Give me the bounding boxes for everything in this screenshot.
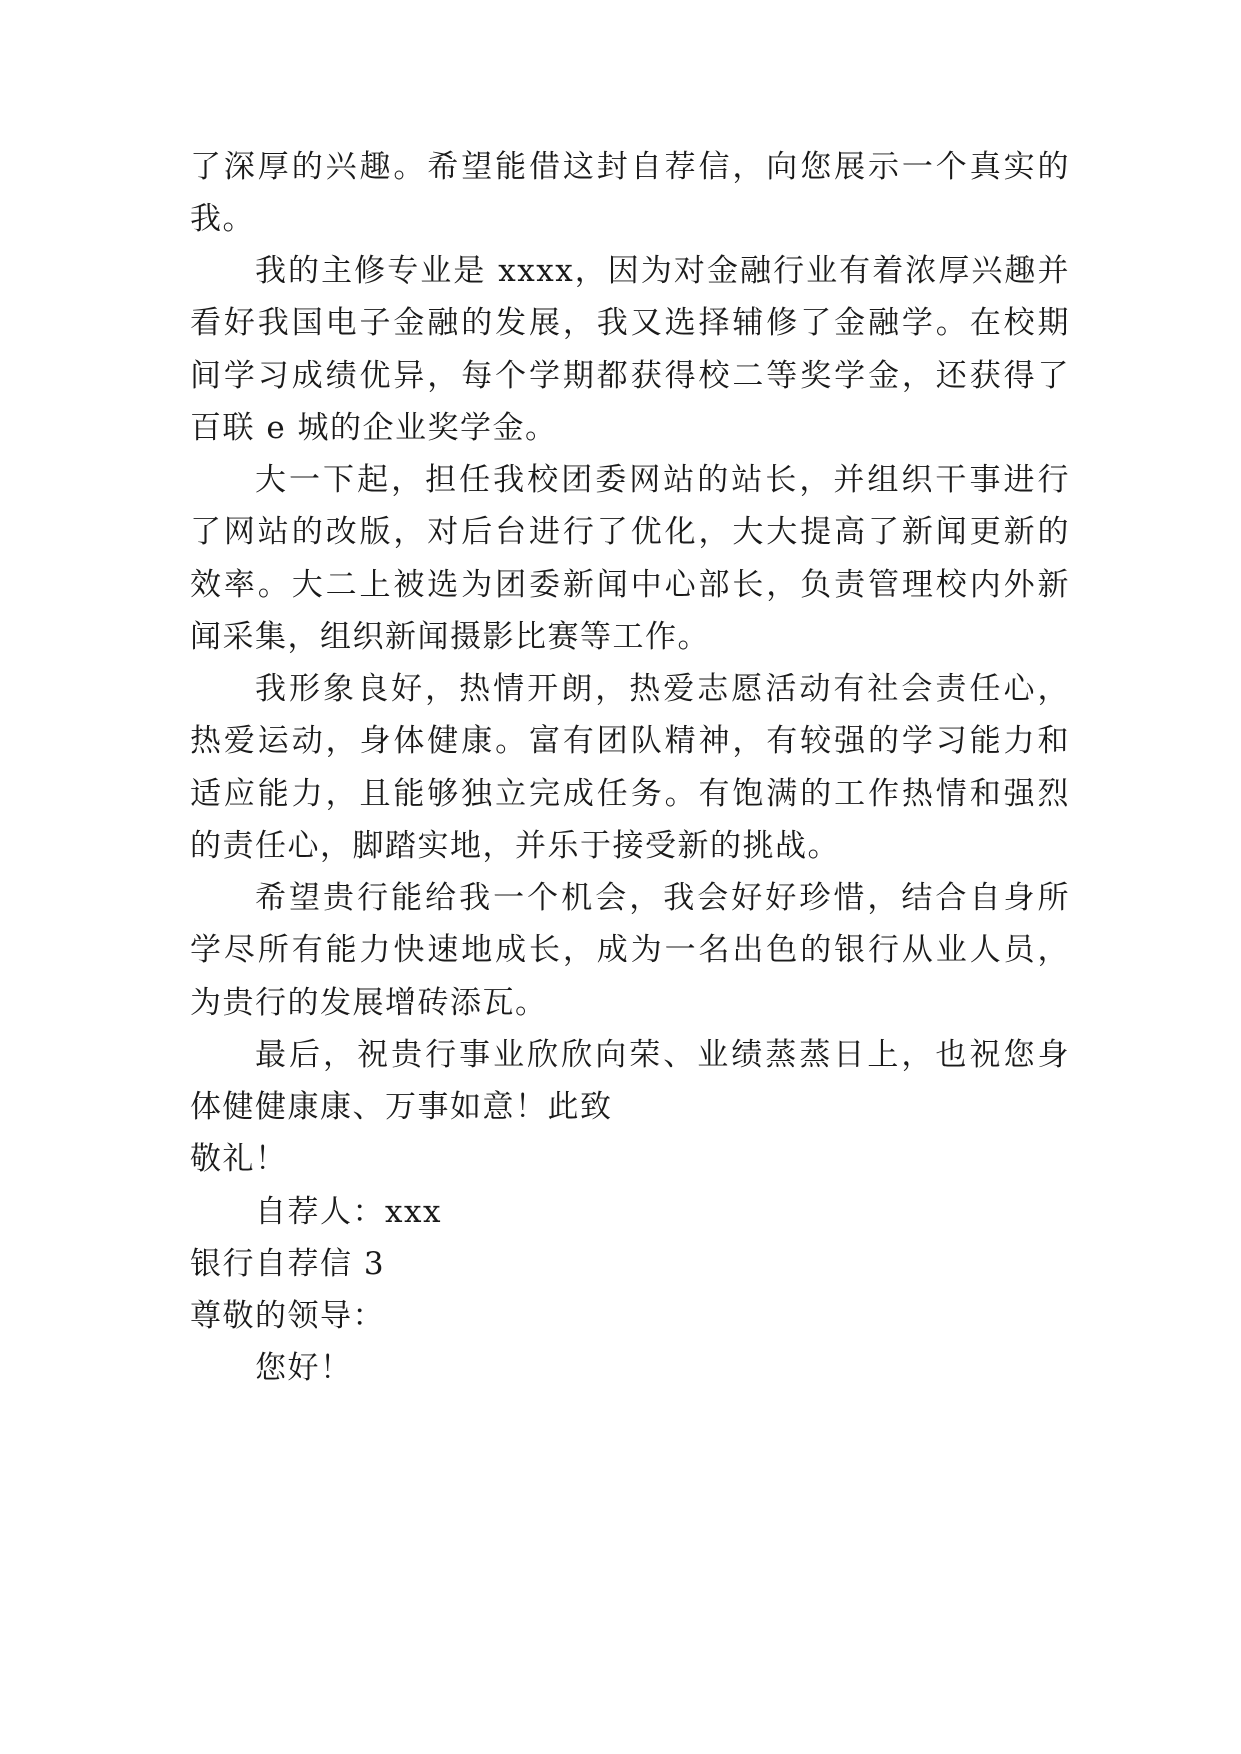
text-line: 体健健康康、万事如意！此致 xyxy=(190,1089,613,1125)
text-line: 适应能力，且能够独立完成任务。有饱满的工作热情和强烈 xyxy=(190,776,1070,812)
paragraph-first-line: 最后，祝贵行事业欣欣向荣、业绩蒸蒸日上，也祝您身 xyxy=(255,1037,1070,1073)
text-line: 为贵行的发展增砖添瓦。 xyxy=(190,985,548,1021)
text-line: 百联 e 城的企业奖学金。 xyxy=(190,410,558,446)
text-line: 了深厚的兴趣。希望能借这封自荐信，向您展示一个真实的 xyxy=(190,149,1070,185)
text-line: 了网站的改版，对后台进行了优化，大大提高了新闻更新的 xyxy=(190,514,1070,550)
text-line: 的责任心，脚踏实地，并乐于接受新的挑战。 xyxy=(190,828,840,864)
text-line: 看好我国电子金融的发展，我又选择辅修了金融学。在校期 xyxy=(190,305,1070,341)
paragraph-first-line: 我形象良好，热情开朗，热爱志愿活动有社会责任心， xyxy=(255,671,1070,707)
text-line: 热爱运动，身体健康。富有团队精神，有较强的学习能力和 xyxy=(190,723,1070,759)
salutation-closing: 敬礼！ xyxy=(190,1141,288,1177)
text-line: 闻采集，组织新闻摄影比赛等工作。 xyxy=(190,619,710,655)
paragraph-first-line: 我的主修专业是 xxxx，因为对金融行业有着浓厚兴趣并 xyxy=(255,253,1070,289)
text-line: 我。 xyxy=(190,201,255,237)
greeting-line: 尊敬的领导： xyxy=(190,1298,385,1334)
section-heading: 银行自荐信 3 xyxy=(190,1246,386,1282)
paragraph-first-line: 大一下起，担任我校团委网站的站长，并组织干事进行 xyxy=(255,462,1070,498)
paragraph-first-line: 希望贵行能给我一个机会，我会好好珍惜，结合自身所 xyxy=(255,880,1070,916)
greeting-line: 您好！ xyxy=(255,1350,353,1386)
text-line: 效率。大二上被选为团委新闻中心部长，负责管理校内外新 xyxy=(190,567,1070,603)
signature-line: 自荐人：xxx xyxy=(255,1194,442,1230)
text-line: 学尽所有能力快速地成长，成为一名出色的银行从业人员， xyxy=(190,932,1070,968)
text-line: 间学习成绩优异，每个学期都获得校二等奖学金，还获得了 xyxy=(190,358,1070,394)
